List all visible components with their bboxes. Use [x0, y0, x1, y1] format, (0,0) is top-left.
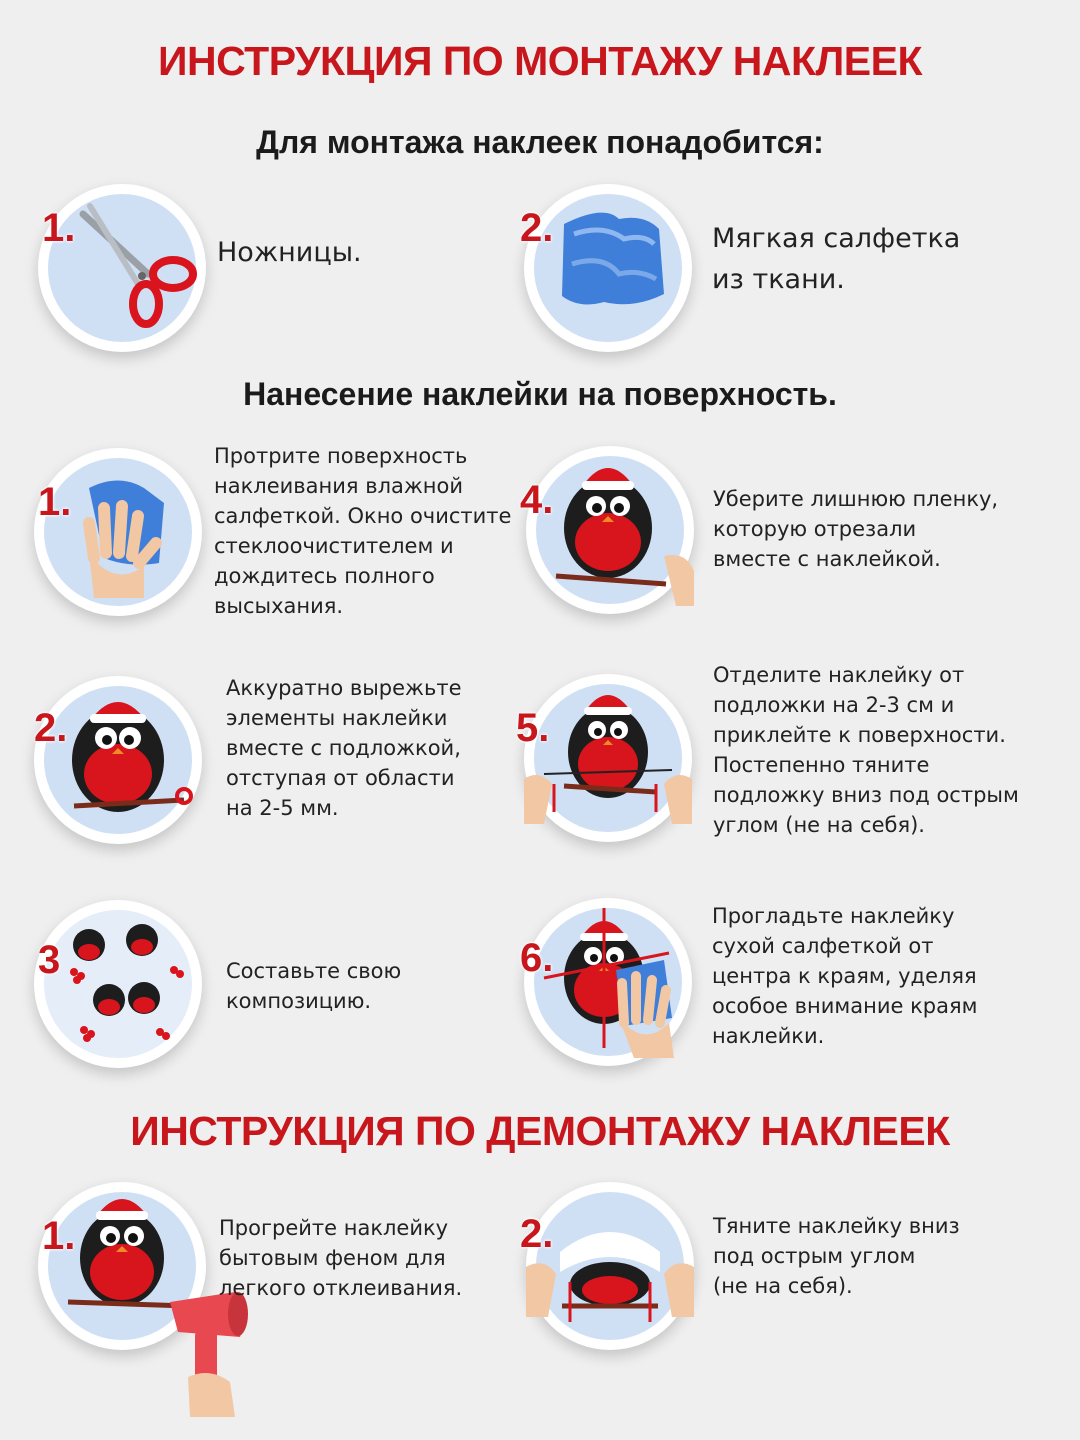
apply-heading: Нанесение наклейки на поверхность.: [243, 376, 837, 412]
demount-title: ИНСТРУКЦИЯ ПО ДЕМОНТАЖУ НАКЛЕЕК: [130, 1108, 950, 1154]
composition-icon: [34, 900, 202, 1068]
step-circle: [34, 676, 202, 844]
demount-circle: [526, 1182, 694, 1350]
step-number: 1.: [38, 480, 72, 524]
step-circle: [526, 446, 694, 614]
step-text: Прогладьте наклейку сухой салфеткой от центра к краям, уделяя особое внимание краям наклейки.: [712, 904, 978, 1048]
tool-number: 2.: [520, 206, 554, 250]
step-text: Составьте свою композицию.: [226, 959, 402, 1013]
bullfinch-cut-icon: [34, 676, 202, 844]
step-number: 4.: [520, 478, 554, 522]
pull-down-icon: [526, 1182, 694, 1350]
bullfinch-smooth-icon: [524, 898, 692, 1066]
step-text: Аккуратно вырежьте элементы наклейки вместе с подложкой, отступая от области на 2-5 мм.: [226, 676, 462, 820]
tools-heading: Для монтажа наклеек понадобится:: [256, 124, 824, 160]
step-text: Уберите лишнюю пленку, которую отрезали вместе с наклейкой.: [713, 487, 999, 571]
step-number: 3: [38, 938, 61, 982]
demount-number: 2.: [520, 1212, 554, 1256]
step-number: 5.: [516, 706, 550, 750]
demount-number: 1.: [42, 1214, 76, 1258]
tool-text: Мягкая салфетка из ткани.: [712, 223, 961, 295]
hand-wipe-icon: [34, 448, 202, 616]
step-text: Отделите наклейку от подложки на 2-3 см и приклейте к поверхности. Постепенно тяните подложку вниз под острым углом (не на себя).: [713, 663, 1019, 837]
demount-text: Прогрейте наклейку бытовым феном для легкого отклеивания.: [219, 1216, 463, 1300]
step-text: Протрите поверхность наклеивания влажной салфеткой. Окно очистите стеклоочистителем и дождитесь полного высыхания.: [214, 444, 512, 618]
tool-text: Ножницы.: [217, 237, 362, 268]
demount-text: Тяните наклейку вниз под острым углом (не на себя).: [713, 1214, 960, 1298]
step-circle: [34, 900, 202, 1068]
step-circle: [524, 674, 692, 842]
step-circle: [34, 448, 202, 616]
step-number: 2.: [34, 706, 68, 750]
tool-number: 1.: [42, 206, 76, 250]
mount-title: ИНСТРУКЦИЯ ПО МОНТАЖУ НАКЛЕЕК: [158, 38, 922, 84]
hair-dryer-icon: [150, 1282, 260, 1422]
bullfinch-hands-icon: [524, 674, 692, 842]
bullfinch-peel-icon: [526, 446, 694, 614]
step-number: 6.: [520, 936, 554, 980]
step-circle: [524, 898, 692, 1066]
